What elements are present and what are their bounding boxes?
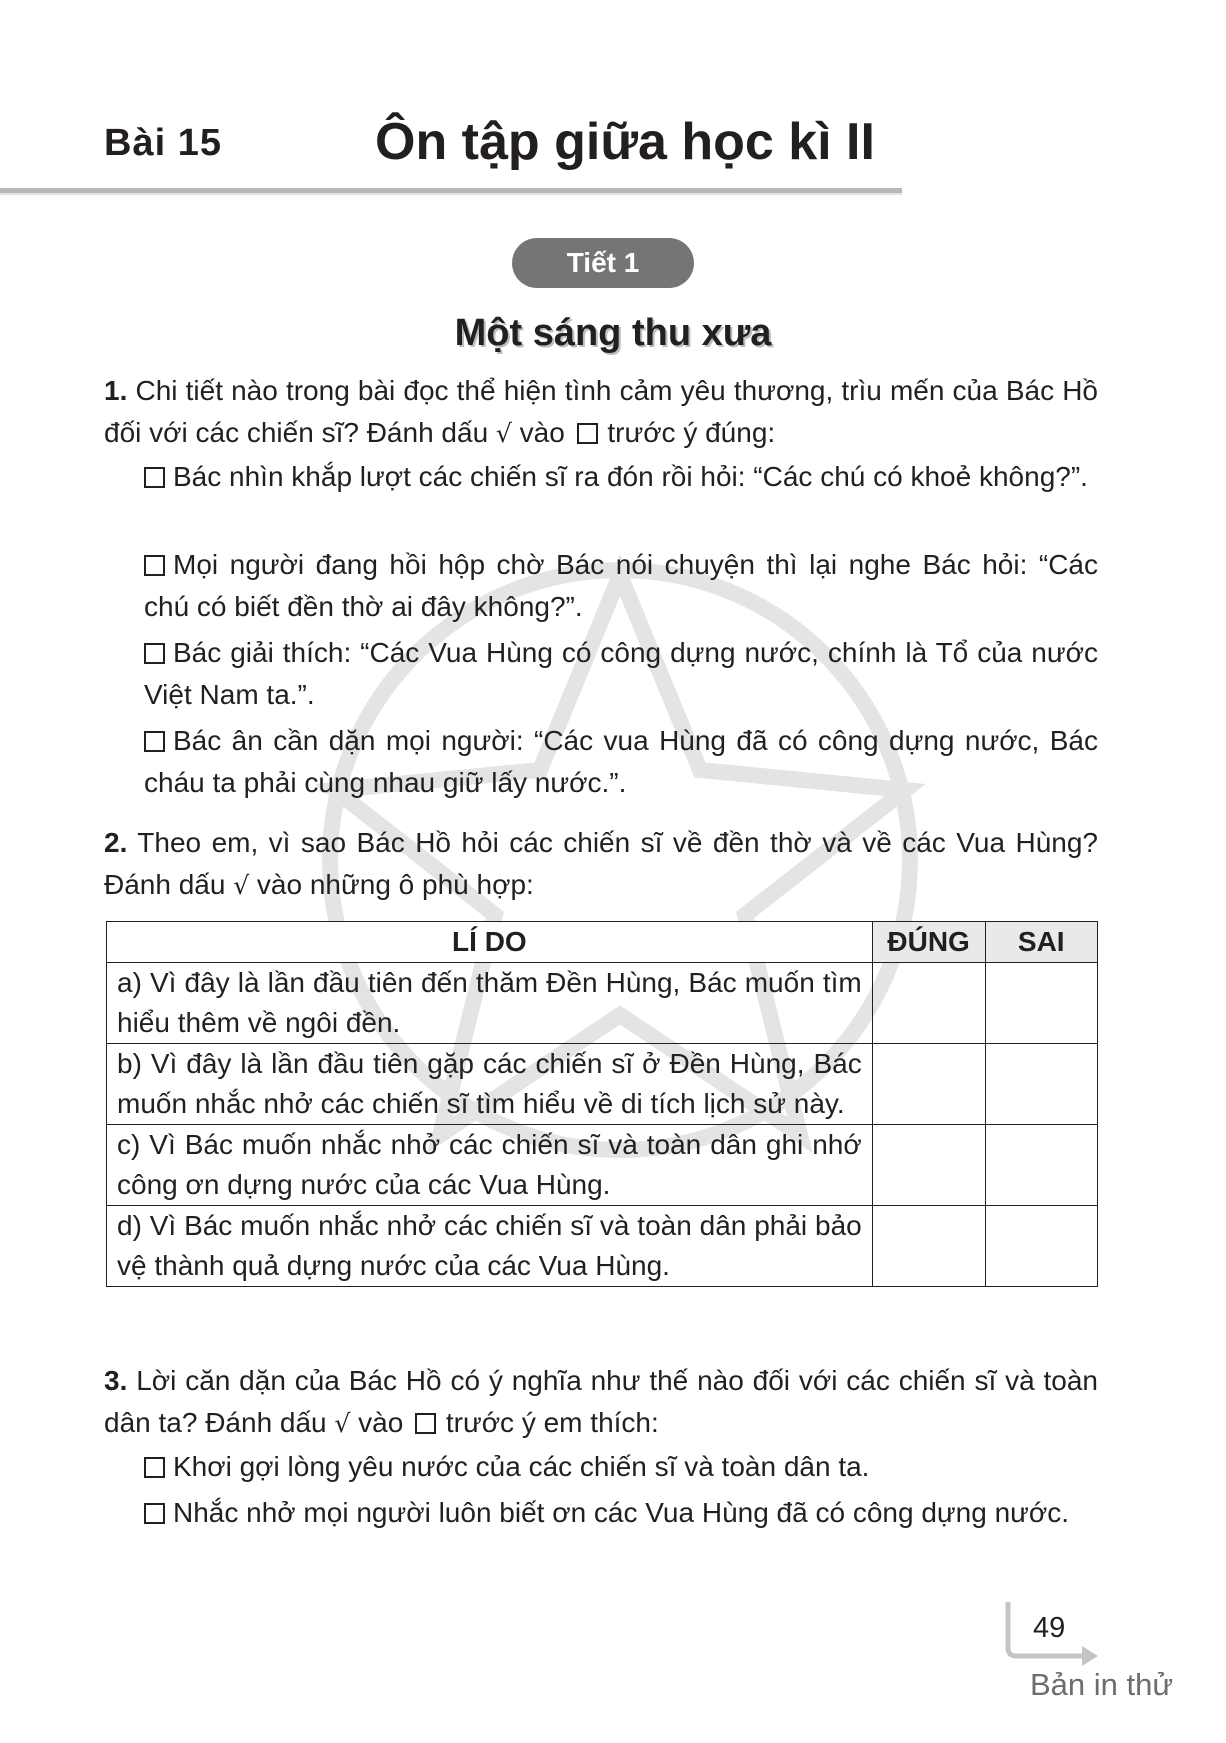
wrong-answer-cell[interactable] [985,1044,1098,1125]
question-1-text-a: Chi tiết nào trong bài đọc thể hiện tình cảm yêu thương, trìu mến của Bác Hồ đối với các chiến sĩ? Đánh dấu [104,375,1098,448]
draft-label: Bản in thử [1030,1667,1174,1702]
option-text: Khơi gợi lòng yêu nước của các chiến sĩ và toàn dân ta. [173,1451,870,1482]
checkbox[interactable] [144,731,165,752]
option-text: Mọi người đang hồi hộp chờ Bác nói chuyện thì lại nghe Bác hỏi: “Các chú có biết đền thờ ai đây không?”. [144,549,1098,622]
option-text: Bác nhìn khắp lượt các chiến sĩ ra đón rồi hỏi: “Các chú có khoẻ không?”. [173,461,1088,492]
header-wrong: SAI [985,922,1098,963]
checkbox-sample-icon [415,1413,436,1434]
table-row [107,1044,1098,1125]
table-row [107,963,1098,1044]
question-2-number: 2. [104,827,128,858]
reason-cell: a) Vì đây là lần đầu tiên đến thăm Đền Hùng, Bác muốn tìm hiểu thêm về ngôi đền. [107,963,873,1044]
page-number: 49 [1033,1612,1066,1644]
option-text: Nhắc nhở mọi người luôn biết ơn các Vua Hùng đã có công dựng nước. [173,1497,1070,1528]
question-3-option[interactable] [144,1492,1098,1534]
checkbox[interactable] [144,467,165,488]
question-1-option[interactable] [144,456,1098,498]
question-2 [104,822,1098,907]
check-mark-icon: √ [495,419,512,448]
reason-cell: d) Vì Bác muốn nhắc nhở các chiến sĩ và toàn dân phải bảo vệ thành quả dựng nước của các Vua Hùng. [107,1206,873,1287]
wrong-answer-cell[interactable] [985,1125,1098,1206]
reason-cell: b) Vì đây là lần đầu tiên gặp các chiến sĩ ở Đền Hùng, Bác muốn nhắc nhở các chiến sĩ tìm hiểu về di tích lịch sử này. [107,1044,873,1125]
question-2-text-b: vào những ô phù hợp: [249,869,534,900]
checkbox[interactable] [144,643,165,664]
reason-cell: c) Vì Bác muốn nhắc nhở các chiến sĩ và toàn dân ghi nhớ công ơn dựng nước của các Vua Hùng. [107,1125,873,1206]
question-1-option[interactable] [144,720,1098,804]
title-divider-shadow [0,193,902,195]
reading-title: Một sáng thu xưa [454,312,772,354]
header-reason: LÍ DO [107,922,873,963]
lesson-title: Ôn tập giữa học kì II [375,113,875,171]
question-1-option[interactable] [144,544,1098,628]
checkbox[interactable] [144,1457,165,1478]
question-1-number: 1. [104,375,128,406]
option-text: Bác ân cần dặn mọi người: “Các vua Hùng đã có công dựng nước, Bác cháu ta phải cùng nhau giữ lấy nước.”. [144,725,1098,798]
question-1-text-b: vào [511,417,573,448]
question-3-text-b: vào [350,1407,412,1438]
option-text: Bác giải thích: “Các Vua Hùng có công dựng nước, chính là Tổ của nước Việt Nam ta.”. [144,637,1098,710]
checkbox[interactable] [144,1503,165,1524]
reason-table [106,921,1098,1287]
question-1 [104,370,1098,455]
question-3-text-c: trước ý em thích: [438,1407,659,1438]
question-3-number: 3. [104,1365,128,1396]
question-1-option[interactable] [144,632,1098,716]
period-badge: Tiết 1 [512,238,694,288]
correct-answer-cell[interactable] [872,963,985,1044]
checkbox[interactable] [144,555,165,576]
question-2-text-a: Theo em, vì sao Bác Hồ hỏi các chiến sĩ về đền thờ và về các Vua Hùng? Đánh dấu [104,827,1098,900]
wrong-answer-cell[interactable] [985,1206,1098,1287]
table-header-row [107,922,1098,963]
question-1-text-c: trước ý đúng: [599,417,776,448]
table-row [107,1125,1098,1206]
lesson-number: Bài 15 [104,122,222,164]
check-mark-icon: √ [334,1409,351,1438]
wrong-answer-cell[interactable] [985,963,1098,1044]
check-mark-icon: √ [233,871,250,900]
question-3-text-a: Lời căn dặn của Bác Hồ có ý nghĩa như thế nào đối với các chiến sĩ và toàn dân ta? Đánh dấu [104,1365,1098,1438]
table-row [107,1206,1098,1287]
correct-answer-cell[interactable] [872,1044,985,1125]
correct-answer-cell[interactable] [872,1206,985,1287]
question-3-option[interactable] [144,1446,1098,1488]
correct-answer-cell[interactable] [872,1125,985,1206]
checkbox-sample-icon [577,423,598,444]
question-3 [104,1360,1098,1445]
header-correct: ĐÚNG [872,922,985,963]
